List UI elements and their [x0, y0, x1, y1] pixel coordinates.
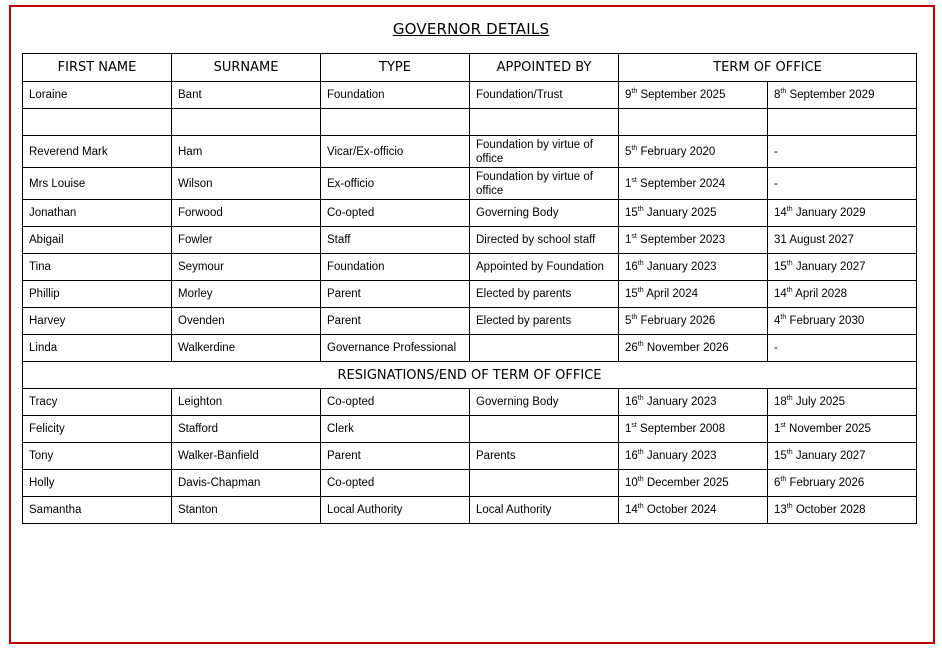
table-row — [23, 227, 917, 254]
date-rest: November 2026 — [643, 342, 729, 354]
date-ordinal-suffix: th — [637, 287, 644, 295]
table-row — [23, 443, 917, 470]
appointed-by-cell — [470, 335, 619, 362]
date-ordinal-suffix: th — [637, 260, 644, 268]
type-cell: Co-opted — [321, 200, 470, 227]
type-cell: Parent — [321, 443, 470, 470]
type-cell: Co-opted — [321, 389, 470, 416]
appointed-by-cell: Directed by school staff — [470, 227, 619, 254]
term-end-cell — [768, 281, 917, 308]
first-name-cell: Mrs Louise — [23, 168, 172, 200]
date-day: 4 — [774, 315, 781, 327]
appointed-by-cell — [470, 109, 619, 136]
date-day: 13 — [774, 504, 787, 516]
term-start-cell — [619, 443, 768, 470]
date-rest: February 2030 — [786, 315, 865, 327]
date-ordinal-suffix: th — [637, 341, 644, 349]
date-rest: January 2025 — [643, 207, 717, 219]
surname-cell: Fowler — [172, 227, 321, 254]
date-day: 1 — [625, 423, 632, 435]
first-name-cell: Harvey — [23, 308, 172, 335]
date-day: 1 — [774, 423, 781, 435]
date-ordinal-suffix: th — [780, 88, 787, 96]
table-row — [23, 281, 917, 308]
date-rest: September 2008 — [636, 423, 726, 435]
first-name-cell: Jonathan — [23, 200, 172, 227]
term-end-cell — [768, 254, 917, 281]
appointed-by-cell — [470, 416, 619, 443]
date-day: 1 — [625, 177, 632, 190]
term-end-cell — [768, 335, 917, 362]
term-start-cell — [619, 254, 768, 281]
date-ordinal-suffix: th — [631, 88, 638, 96]
date-rest: September 2029 — [786, 89, 875, 101]
header-first-name: FIRST NAME — [23, 54, 172, 82]
appointed-by-cell: Foundation by virtue of office — [470, 136, 619, 168]
date-ordinal-suffix: th — [637, 395, 644, 403]
type-cell: Foundation — [321, 254, 470, 281]
type-cell: Staff — [321, 227, 470, 254]
date-day: 16 — [625, 396, 638, 408]
appointed-by-cell: Foundation/Trust — [470, 82, 619, 109]
date-day: 15 — [774, 261, 787, 273]
table-row — [23, 168, 917, 200]
date-rest: April 2028 — [792, 288, 847, 300]
appointed-by-cell: Parents — [470, 443, 619, 470]
date-rest: December 2025 — [643, 477, 729, 489]
date-day: 8 — [774, 89, 781, 101]
date-ordinal-suffix: th — [637, 476, 644, 484]
date-ordinal-suffix: th — [637, 449, 644, 457]
appointed-by-cell: Appointed by Foundation — [470, 254, 619, 281]
term-start-cell — [619, 281, 768, 308]
header-type: TYPE — [321, 54, 470, 82]
date-ordinal-suffix: th — [631, 314, 638, 322]
term-end-cell — [768, 416, 917, 443]
date-day: 26 — [625, 342, 638, 354]
surname-cell: Ham — [172, 136, 321, 168]
date-day: 14 — [774, 207, 787, 219]
date-ordinal-suffix: st — [631, 422, 637, 430]
appointed-by-cell: Elected by parents — [470, 281, 619, 308]
date-rest: September 2023 — [636, 234, 726, 246]
table-row — [23, 416, 917, 443]
appointed-by-cell: Governing Body — [470, 389, 619, 416]
date-day: 16 — [625, 450, 638, 462]
term-end-cell — [768, 136, 917, 168]
type-cell — [321, 109, 470, 136]
date-ordinal-suffix: th — [780, 314, 787, 322]
date-rest: January 2023 — [643, 396, 717, 408]
table-row — [23, 308, 917, 335]
term-start-cell — [619, 82, 768, 109]
table-row — [23, 254, 917, 281]
date-rest: September 2024 — [636, 177, 726, 190]
date-ordinal-suffix: th — [631, 144, 638, 152]
term-end-cell — [768, 308, 917, 335]
first-name-cell: Tina — [23, 254, 172, 281]
term-start-cell — [619, 227, 768, 254]
type-cell: Foundation — [321, 82, 470, 109]
date-rest: February 2026 — [786, 477, 865, 489]
section-heading-row — [23, 362, 917, 389]
date-day: 9 — [625, 89, 632, 101]
date-rest: February 2026 — [637, 315, 716, 327]
date-day: 5 — [625, 145, 632, 158]
date-rest: January 2023 — [643, 450, 717, 462]
table-row — [23, 497, 917, 524]
term-start-cell — [619, 200, 768, 227]
surname-cell: Leighton — [172, 389, 321, 416]
date-day: 6 — [774, 477, 781, 489]
section-divider — [23, 362, 917, 389]
appointed-by-cell: Local Authority — [470, 497, 619, 524]
term-start-cell — [619, 308, 768, 335]
surname-cell: Bant — [172, 82, 321, 109]
term-start-cell — [619, 136, 768, 168]
appointed-by-cell: Foundation by virtue of office — [470, 168, 619, 200]
first-name-cell: Loraine — [23, 82, 172, 109]
term-start-cell — [619, 389, 768, 416]
header-row — [23, 54, 917, 82]
first-name-cell: Holly — [23, 470, 172, 497]
date-rest: - — [774, 177, 778, 190]
term-end-cell — [768, 227, 917, 254]
term-start-cell — [619, 416, 768, 443]
term-start-cell — [619, 168, 768, 200]
date-rest: February 2020 — [637, 145, 716, 158]
header-appointed-by: APPOINTED BY — [470, 54, 619, 82]
date-ordinal-suffix: th — [786, 260, 793, 268]
date-day: 1 — [625, 234, 632, 246]
term-end-cell — [768, 470, 917, 497]
term-end-cell — [768, 109, 917, 136]
date-ordinal-suffix: th — [786, 206, 793, 214]
first-name-cell — [23, 109, 172, 136]
date-rest: January 2029 — [792, 207, 866, 219]
type-cell: Governance Professional — [321, 335, 470, 362]
first-name-cell: Linda — [23, 335, 172, 362]
date-day: 5 — [625, 315, 632, 327]
table-row — [23, 335, 917, 362]
term-end-cell — [768, 389, 917, 416]
date-day: 15 — [774, 450, 787, 462]
term-start-cell — [619, 109, 768, 136]
surname-cell — [172, 109, 321, 136]
section-heading: RESIGNATIONS/END OF TERM OF OFFICE — [23, 362, 917, 389]
date-rest: July 2025 — [792, 396, 846, 408]
date-ordinal-suffix: th — [786, 287, 793, 295]
table-row — [23, 136, 917, 168]
surname-cell: Morley — [172, 281, 321, 308]
first-name-cell: Samantha — [23, 497, 172, 524]
date-day: 16 — [625, 261, 638, 273]
term-start-cell — [619, 335, 768, 362]
date-rest: November 2025 — [785, 423, 871, 435]
surname-cell: Walkerdine — [172, 335, 321, 362]
header-term-of-office: TERM OF OFFICE — [619, 54, 917, 82]
term-end-cell — [768, 168, 917, 200]
date-day: 10 — [625, 477, 638, 489]
first-name-cell: Abigail — [23, 227, 172, 254]
surname-cell: Stafford — [172, 416, 321, 443]
date-rest: January 2027 — [792, 261, 866, 273]
date-ordinal-suffix: th — [637, 503, 644, 511]
type-cell: Ex-officio — [321, 168, 470, 200]
date-ordinal-suffix: st — [780, 422, 786, 430]
term-end-cell — [768, 200, 917, 227]
surname-cell: Stanton — [172, 497, 321, 524]
date-rest: October 2028 — [792, 504, 866, 516]
surname-cell: Seymour — [172, 254, 321, 281]
date-ordinal-suffix: th — [637, 206, 644, 214]
appointed-by-cell: Elected by parents — [470, 308, 619, 335]
table-row — [23, 82, 917, 109]
date-ordinal-suffix: th — [786, 449, 793, 457]
first-name-cell: Phillip — [23, 281, 172, 308]
date-ordinal-suffix: th — [780, 476, 787, 484]
header-surname: SURNAME — [172, 54, 321, 82]
date-ordinal-suffix: th — [786, 395, 793, 403]
date-day: 14 — [774, 288, 787, 300]
date-rest: April 2024 — [643, 288, 698, 300]
term-end-cell — [768, 443, 917, 470]
date-rest: January 2023 — [643, 261, 717, 273]
first-name-cell: Tracy — [23, 389, 172, 416]
type-cell: Local Authority — [321, 497, 470, 524]
date-ordinal-suffix: st — [631, 176, 637, 184]
type-cell: Vicar/Ex-officio — [321, 136, 470, 168]
date-rest: 31 August 2027 — [774, 234, 854, 246]
governor-table — [22, 53, 917, 524]
type-cell: Parent — [321, 308, 470, 335]
date-day: 18 — [774, 396, 787, 408]
date-rest: September 2025 — [637, 89, 726, 101]
type-cell: Parent — [321, 281, 470, 308]
first-name-cell: Reverend Mark — [23, 136, 172, 168]
date-rest: October 2024 — [643, 504, 717, 516]
date-rest: January 2027 — [792, 450, 866, 462]
date-ordinal-suffix: st — [631, 233, 637, 241]
table-row — [23, 200, 917, 227]
document-title: GOVERNOR DETAILS — [392, 20, 550, 38]
date-day: 15 — [625, 288, 638, 300]
appointed-by-cell — [470, 470, 619, 497]
term-start-cell — [619, 497, 768, 524]
surname-cell: Ovenden — [172, 308, 321, 335]
appointed-by-cell: Governing Body — [470, 200, 619, 227]
type-cell: Co-opted — [321, 470, 470, 497]
date-ordinal-suffix: th — [786, 503, 793, 511]
surname-cell: Wilson — [172, 168, 321, 200]
date-rest: - — [774, 342, 778, 354]
table-row — [23, 389, 917, 416]
date-day: 15 — [625, 207, 638, 219]
current-governors — [23, 82, 917, 362]
term-start-cell — [619, 470, 768, 497]
first-name-cell: Tony — [23, 443, 172, 470]
date-day: 14 — [625, 504, 638, 516]
surname-cell: Davis-Chapman — [172, 470, 321, 497]
term-end-cell — [768, 497, 917, 524]
term-end-cell — [768, 82, 917, 109]
date-rest: - — [774, 145, 778, 158]
table-row — [23, 109, 917, 136]
resigned-governors — [23, 389, 917, 524]
surname-cell: Forwood — [172, 200, 321, 227]
type-cell: Clerk — [321, 416, 470, 443]
surname-cell: Walker-Banfield — [172, 443, 321, 470]
table-row — [23, 470, 917, 497]
first-name-cell: Felicity — [23, 416, 172, 443]
